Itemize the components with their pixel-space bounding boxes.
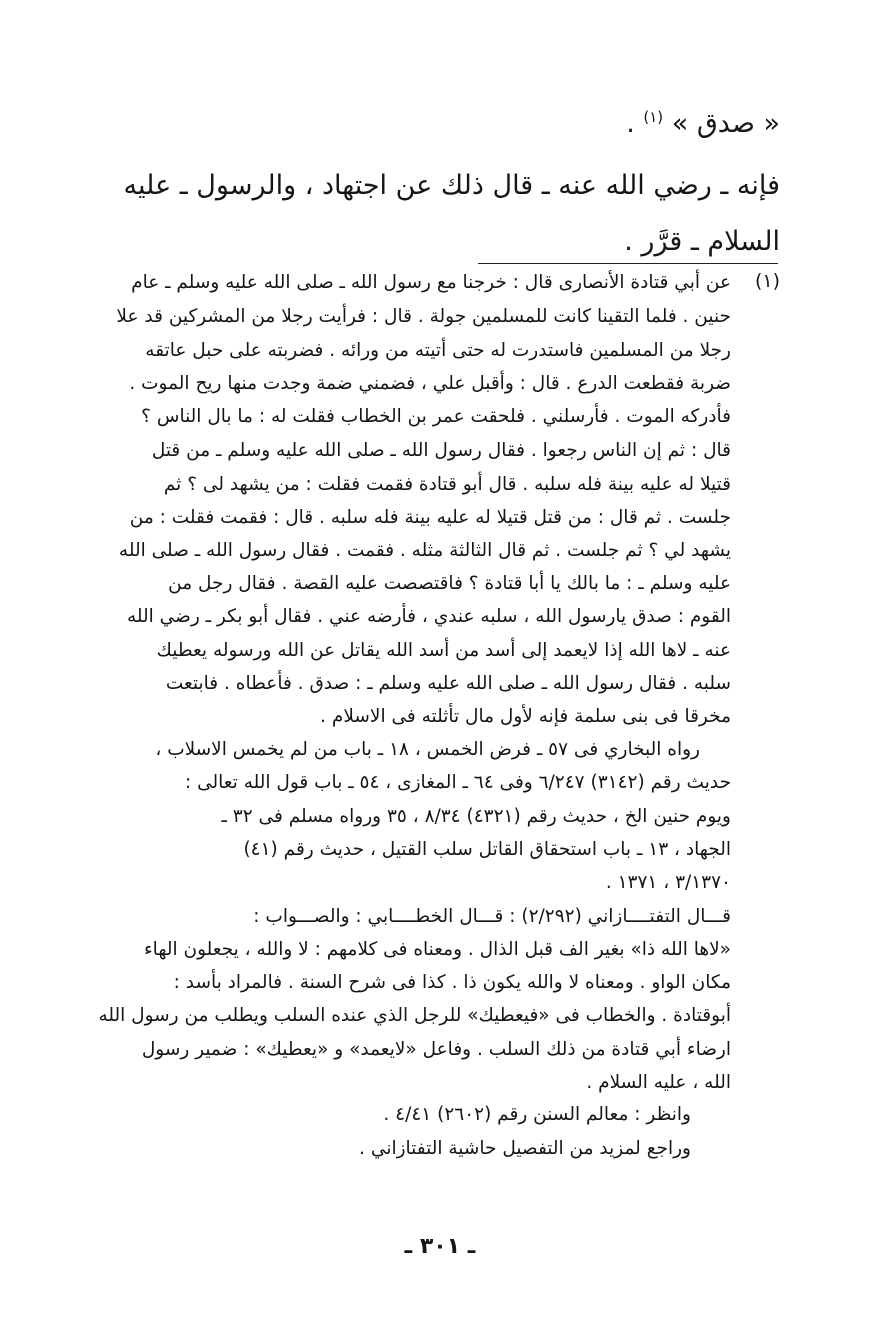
main-text-line-1 [626,108,780,139]
footnote-line: قتيلا له عليه بينة فله سلبه . قال أبو قتادة فقمت فقلت : من يشهد لى ؟ ثم [163,474,731,495]
footnote-line: حنين . فلما التقينا كانت للمسلمين جولة . قال : فرأيت رجلا من المشركين قد علا [116,306,731,327]
footnote-line: يشهد لي ؟ ثم جلست . ثم قال الثالثة مثله . فقمت . فقال رسول الله ـ صلى الله [118,540,731,561]
footnote-line: وراجع لمزيد من التفصيل حاشية التفتازاني . [359,1138,691,1159]
footnote-line: مكان الواو . ومعناه لا والله يكون ذا . كذا فى شرح السنة . فالمراد بأسد : [173,972,731,993]
footnote-line: عليه وسلم ـ : ما بالك يا أبا قتادة ؟ فاقتصصت عليه القصة . فقال رجل من [168,573,731,594]
footnote-line: فأدركه الموت . فأرسلني . فلحقت عمر بن الخطاب فقلت له : ما بال الناس ؟ [141,406,731,427]
page-number: ـ ٣٠١ ـ [404,1234,476,1259]
footnote-line: حديث رقم (٣١٤٢) ٦/٢٤٧ وفى ٦٤ ـ المغازى ، ٥٤ ـ باب قول الله تعالى : [184,772,731,793]
footnote-line: القوم : صدق يارسول الله ، سلبه عندي ، فأرضه عني . فقال أبو بكر ـ رضي الله [126,606,731,627]
footnote-line: أبوقتادة . والخطاب فى «فيعطيك» للرجل الذي عنده السلب ويطلب من رسول الله [98,1005,731,1026]
footnote-line: ويوم حنين الخ ، حديث رقم (٤٣٢١) ٨/٣٤ ، ٣٥ ورواه مسلم فى ٣٢ ـ [221,806,731,827]
footnote-line: مخرقا فى بنى سلمة فإنه لأول مال تأثلته فى الاسلام . [320,706,731,727]
footnote-line: ٣/١٣٧٠ ، ١٣٧١ . [605,872,731,893]
footnote-line: رواه البخاري فى ٥٧ ـ فرض الخمس ، ١٨ ـ باب من لم يخمس الاسلاب ، [155,739,700,760]
footnote-line: الجهاد ، ١٣ ـ باب استحقاق القاتل سلب القتيل ، حديث رقم (٤١) [243,839,731,860]
footnote-reference: (١) [643,108,664,126]
footnote-line: «لاها الله ذا» بغير الف قبل الذال . ومعناه فى كلامهم : لا والله ، يجعلون الهاء [143,939,731,960]
footnote-marker: (١) [754,270,780,292]
footnote-line: الله ، عليه السلام . [586,1072,731,1093]
footnote-divider [478,263,778,264]
main-text-fragment-end: . [626,108,644,139]
main-text-fragment: « صدق » [663,108,780,139]
footnote-line: سلبه . فقال رسول الله ـ صلى الله عليه وسلم ـ : صدق . فأعطاه . فابتعت [165,673,731,694]
footnote-line: ارضاء أبي قتادة من ذلك السلب . وفاعل «لايعمد» و «يعطيك» : ضمير رسول [141,1039,731,1060]
footnote-line: عن أبي قتادة الأنصارى قال : خرجنا مع رسول الله ـ صلى الله عليه وسلم ـ عام [131,272,731,293]
footnote-line: عنه ـ لاها الله إذا لايعمد إلى أسد من أسد الله يقاتل عن الله ورسوله يعطيك [156,640,731,661]
footnote-line: وانظر : معالم السنن رقم (٢٦٠٢) ٤/٤١ . [383,1104,691,1125]
footnote-line: جلست . ثم قال : من قتل قتيلا له عليه بينة فله سلبه . قال : فقمت فقلت : من [129,507,731,528]
main-text-line-2: فإنه ـ رضي الله عنه ـ قال ذلك عن اجتهاد ، والرسول ـ عليه [123,170,780,201]
main-text-line-3: السلام ـ قرَّر . [624,226,780,257]
footnote-line: قال : ثم إن الناس رجعوا . فقال رسول الله ـ صلى الله عليه وسلم ـ من قتل [151,440,731,461]
footnote-line: ضربة فقطعت الدرع . قال : وأقبل علي ، فضمني ضمة وجدت منها ريح الموت . [129,373,731,394]
footnote-line: رجلا من المسلمين فاستدرت له حتى أتيته من ورائه . فضربته على حبل عاتقه [145,340,731,361]
footnote-line: قـــال التفتــــازاني (٢/٢٩٢) : قـــال الخطــــابي : والصـــواب : [253,906,731,927]
